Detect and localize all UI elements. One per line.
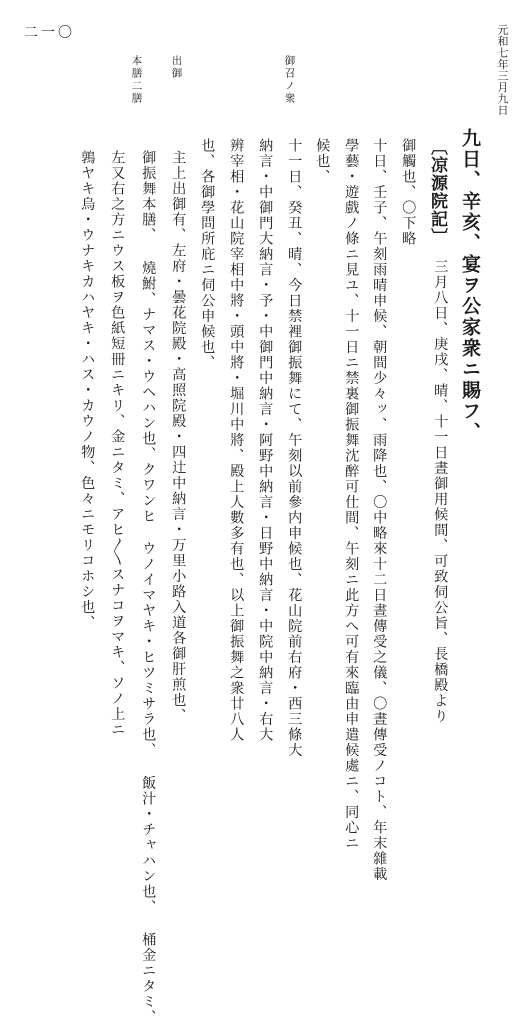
margin-heading-appearance: 出御 (170, 55, 183, 80)
text-column: 主上出御有、左府・曇花院殿・高照院殿・四辻中納言・万里小路入道各御肝煎也、 (170, 150, 187, 724)
text-column: 御振舞本膳、 燒鮒、ナマス・ウヘハン也、クワンヒ ウノイマヤキ・ヒツミサラ也、 飯汁・チャハン也、 桶金ニタミ、 (140, 150, 157, 1025)
page-number: 二一〇 (24, 25, 75, 41)
text-column: 十日、壬子、午刻雨晴申候、朝間少々ッ、雨降也、〇中略來十二日晝傳受之儀、〇晝傳受ノコト、年末雜載 (371, 138, 388, 882)
text-column: 學藝・遊戲ノ條ニ見ユ、十一日ニ禁裏御振舞沈醉可仕間、午刻ニ此方へ可有來臨由申遣候處ニ、同心ニ (343, 138, 360, 851)
text-column: 左又右之方ニウス板ヲ色紙短冊ニキリ、金ニタミ、アヒ〳〵スナコヲマキ、ソノ上ニ (109, 150, 126, 738)
text-column: 納言・中御門大納言・予・中御門中納言・阿野中納言・日野中納言・中院中納言・右大 (257, 138, 274, 743)
text-column: 一 三月八日、庚戌、晴、十一日晝御用候間、可致伺公旨、長橋殿より (432, 226, 449, 724)
text-column: 十一日、癸丑、晴、今日禁裡御振舞にて、午刻以前參内申候也、花山院前右府・西三條大 (286, 138, 303, 758)
source-heading: 〔凉源院記〕 (427, 138, 447, 246)
entry-heading: 九日、辛亥、宴ヲ公家衆ニ賜フ、 (459, 128, 481, 443)
margin-heading-attendees: 御召ノ衆 (283, 55, 296, 105)
running-head: 元和七年三月九日 (496, 24, 509, 116)
text-column: 御觸也、〇下略 (400, 138, 417, 247)
text-column: 也、各御學問所庇ニ伺公申候也、 (199, 138, 216, 371)
text-column: 候也、 (314, 138, 331, 185)
text-column: 辨宰相・花山院宰相中將・頭中將・堀川中將、殿上人數多有也、以上御振舞之衆廿八人 (228, 138, 245, 743)
text-column: 鶉ヤキ烏・ウナキカハヤキ・ハス・カウノ物、色々ニモリコホシ也、 (79, 150, 96, 631)
margin-heading-trays: 本膳二膳 (130, 55, 143, 105)
